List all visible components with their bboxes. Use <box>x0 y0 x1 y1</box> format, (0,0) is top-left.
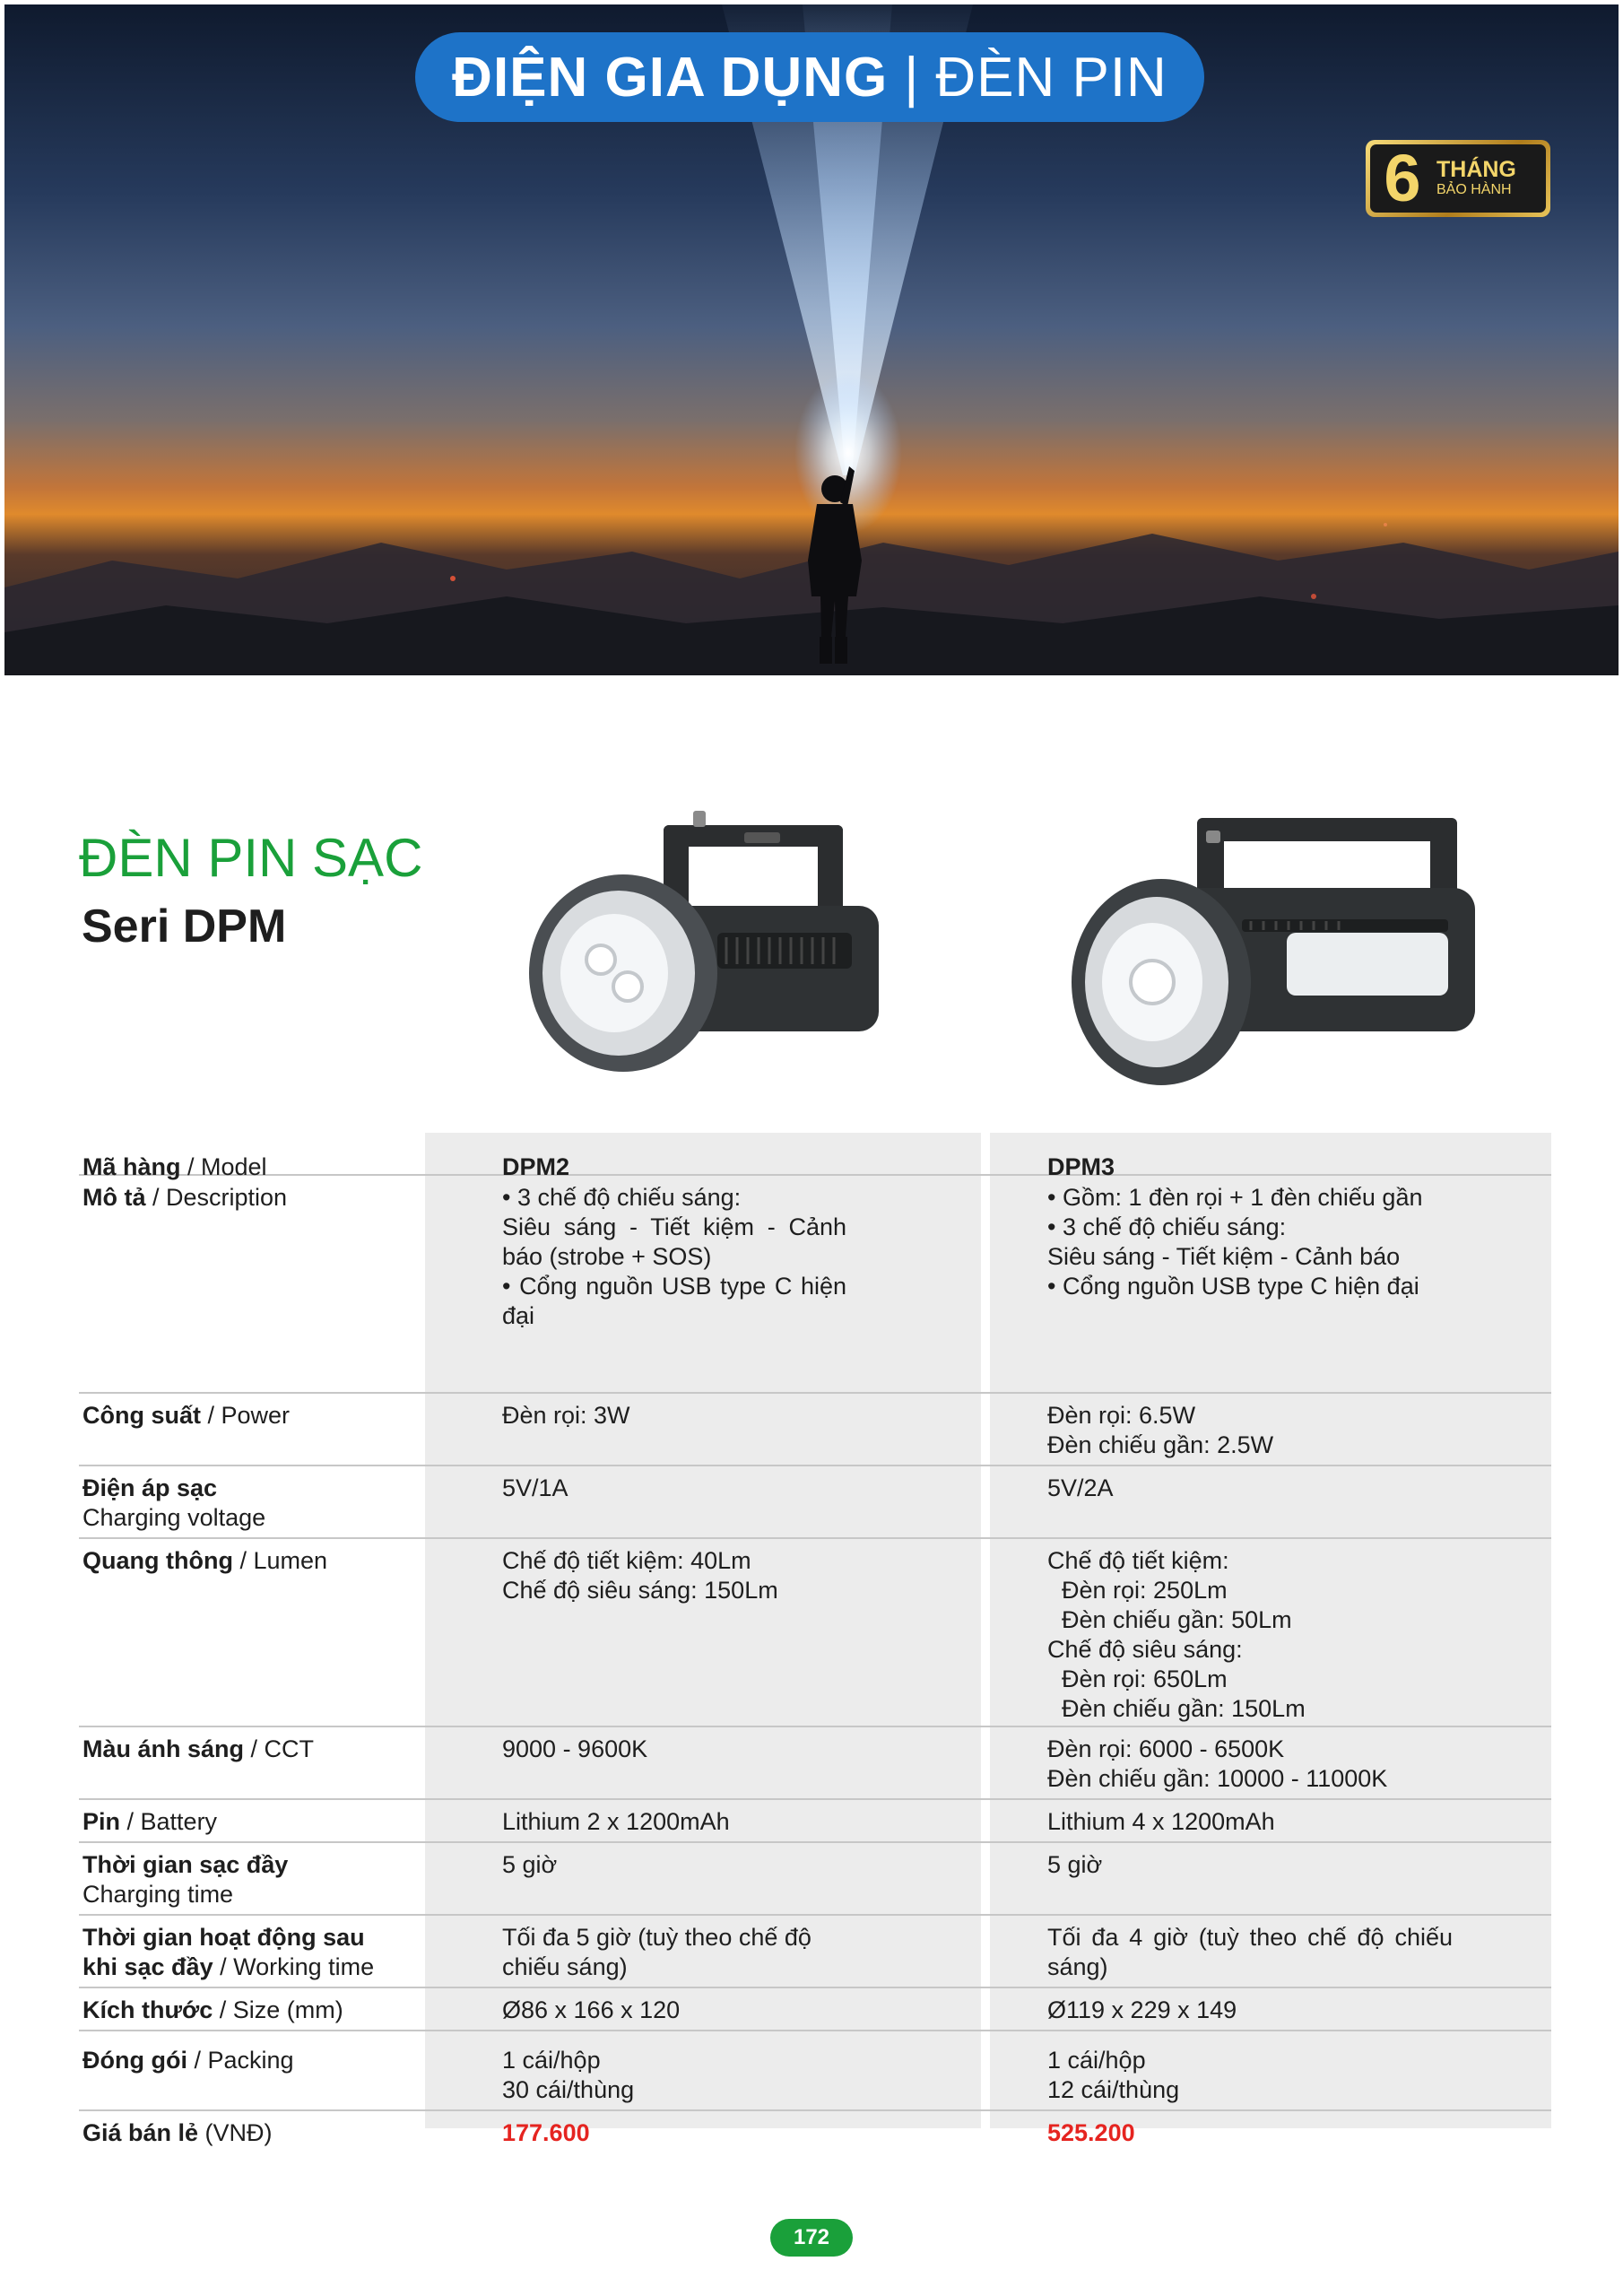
label-bold: Giá bán lẻ <box>82 2119 199 2146</box>
work-time-dpm3: Tối đa 4 giờ (tuỳ theo chế độ chiếu sáng) <box>1047 1924 1453 1980</box>
label-bold: Pin <box>82 1808 121 1835</box>
description-dpm3-line: • 3 chế độ chiếu sáng: <box>1047 1213 1287 1240</box>
power-dpm3-line: Đèn chiếu gần: 2.5W <box>1047 1431 1274 1458</box>
table-row-charge-time <box>79 1843 1551 1916</box>
warranty-label: BẢO HÀNH <box>1436 182 1512 197</box>
label-rest: (VNĐ) <box>198 2119 273 2146</box>
table-row-voltage <box>79 1466 1551 1539</box>
description-dpm3-line: Siêu sáng - Tiết kiệm - Cảnh báo <box>1047 1243 1401 1270</box>
label-bold: Thời gian sạc đầy <box>82 1851 289 1878</box>
label-rest: / Power <box>201 1402 291 1429</box>
label-bold: Mã hàng <box>82 1153 181 1180</box>
cct-dpm3-line: Đèn chiếu gần: 10000 - 11000K <box>1047 1765 1388 1792</box>
flashlight-dpm3-icon <box>1072 798 1493 1094</box>
section-subtitle: Seri DPM <box>82 900 287 952</box>
label-rest: / Lumen <box>232 1547 328 1574</box>
label-rest: / Battery <box>120 1808 218 1835</box>
table-row-power <box>79 1394 1551 1466</box>
label-bold: Quang thông <box>82 1547 233 1574</box>
size-dpm2: Ø86 x 166 x 120 <box>502 1996 681 2023</box>
page-title <box>415 32 1204 122</box>
price-dpm3: 525.200 <box>1047 2119 1135 2146</box>
warranty-months: 6 <box>1384 141 1421 215</box>
lumen-dpm3-line: Đèn chiếu gần: 150Lm <box>1062 1695 1306 1722</box>
label-bold: Điện áp sạc <box>82 1474 218 1501</box>
title-separator: | <box>904 46 920 109</box>
charge-time-dpm2: 5 giờ <box>502 1851 558 1878</box>
packing-dpm3-line: 12 cái/thùng <box>1047 2076 1180 2103</box>
voltage-dpm3: 5V/2A <box>1047 1474 1114 1501</box>
description-dpm2-line: • Cổng nguồn USB type C hiện đại <box>502 1273 846 1329</box>
table-row-lumen <box>79 1539 1551 1727</box>
power-dpm3-line: Đèn rọi: 6.5W <box>1047 1402 1196 1429</box>
description-dpm2-line: Siêu sáng - Tiết kiệm - Cảnh báo (strobe + SOS) <box>502 1213 846 1270</box>
table-row-price <box>79 2111 1551 2154</box>
table-row-model <box>79 1133 1551 1180</box>
warranty-badge <box>1366 140 1550 217</box>
warranty-unit: THÁNG <box>1436 157 1516 182</box>
lumen-dpm2-line: Chế độ siêu sáng: 150Lm <box>502 1577 778 1604</box>
lumen-dpm3-line: Đèn rọi: 650Lm <box>1062 1665 1228 1692</box>
lumen-dpm3-line: Chế độ siêu sáng: <box>1047 1636 1243 1663</box>
packing-dpm3-line: 1 cái/hộp <box>1047 2047 1146 2074</box>
cct-dpm3-line: Đèn rọi: 6000 - 6500K <box>1047 1735 1285 1762</box>
price-dpm2: 177.600 <box>502 2119 590 2146</box>
lumen-dpm3-line: Đèn rọi: 250Lm <box>1062 1577 1228 1604</box>
label-rest: Charging time <box>82 1881 234 1908</box>
table-row-packing <box>79 2031 1551 2111</box>
label-bold: Công suất <box>82 1402 201 1429</box>
model-dpm3: DPM3 <box>1047 1153 1115 1180</box>
label-rest: / Working time <box>213 1953 375 1980</box>
voltage-dpm2: 5V/1A <box>502 1474 568 1501</box>
label-rest: / Packing <box>187 2047 294 2074</box>
label-bold: Màu ánh sáng <box>82 1735 245 1762</box>
title-category: ĐIỆN GIA DỤNG <box>452 46 889 109</box>
size-dpm3: Ø119 x 229 x 149 <box>1047 1996 1237 2023</box>
label-bold: Thời gian hoạt động sau khi sạc đầy <box>82 1924 365 1980</box>
power-dpm2-line: Đèn rọi: 3W <box>502 1402 630 1429</box>
label-rest: / Description <box>145 1184 288 1211</box>
table-row-cct <box>79 1727 1551 1800</box>
section-title: ĐÈN PIN SẠC <box>79 828 423 888</box>
battery-dpm3: Lithium 4 x 1200mAh <box>1047 1808 1275 1835</box>
model-dpm2: DPM2 <box>502 1153 570 1180</box>
flashlight-dpm2-icon <box>529 798 906 1085</box>
description-dpm2-line: • 3 chế độ chiếu sáng: <box>502 1184 742 1211</box>
title-subcategory: ĐÈN PIN <box>935 46 1167 109</box>
label-bold: Kích thước <box>82 1996 213 2023</box>
description-dpm3-line: • Cổng nguồn USB type C hiện đại <box>1047 1273 1419 1300</box>
spec-table <box>79 1133 1551 2154</box>
cct-dpm2-line: 9000 - 9600K <box>502 1735 648 1762</box>
charge-time-dpm3: 5 giờ <box>1047 1851 1103 1878</box>
label-rest: Charging voltage <box>82 1504 266 1531</box>
table-row-work-time <box>79 1916 1551 1988</box>
description-dpm3-line: • Gồm: 1 đèn rọi + 1 đèn chiếu gần <box>1047 1184 1423 1211</box>
battery-dpm2: Lithium 2 x 1200mAh <box>502 1808 730 1835</box>
label-rest: / CCT <box>244 1735 315 1762</box>
table-row-battery <box>79 1800 1551 1843</box>
lumen-dpm3-line: Chế độ tiết kiệm: <box>1047 1547 1229 1574</box>
packing-dpm2-line: 1 cái/hộp <box>502 2047 601 2074</box>
label-bold: Mô tả <box>82 1184 146 1211</box>
work-time-dpm2: Tối đa 5 giờ (tuỳ theo chế độ chiếu sáng) <box>502 1924 812 1980</box>
lumen-dpm3-line: Đèn chiếu gần: 50Lm <box>1062 1606 1292 1633</box>
page-number: 172 <box>770 2219 853 2257</box>
table-row-description <box>79 1176 1551 1394</box>
lumen-dpm2-line: Chế độ tiết kiệm: 40Lm <box>502 1547 751 1574</box>
label-rest: / Model <box>180 1153 267 1180</box>
label-bold: Đóng gói <box>82 2047 187 2074</box>
table-row-size <box>79 1988 1551 2031</box>
packing-dpm2-line: 30 cái/thùng <box>502 2076 635 2103</box>
label-rest: / Size (mm) <box>213 1996 343 2023</box>
